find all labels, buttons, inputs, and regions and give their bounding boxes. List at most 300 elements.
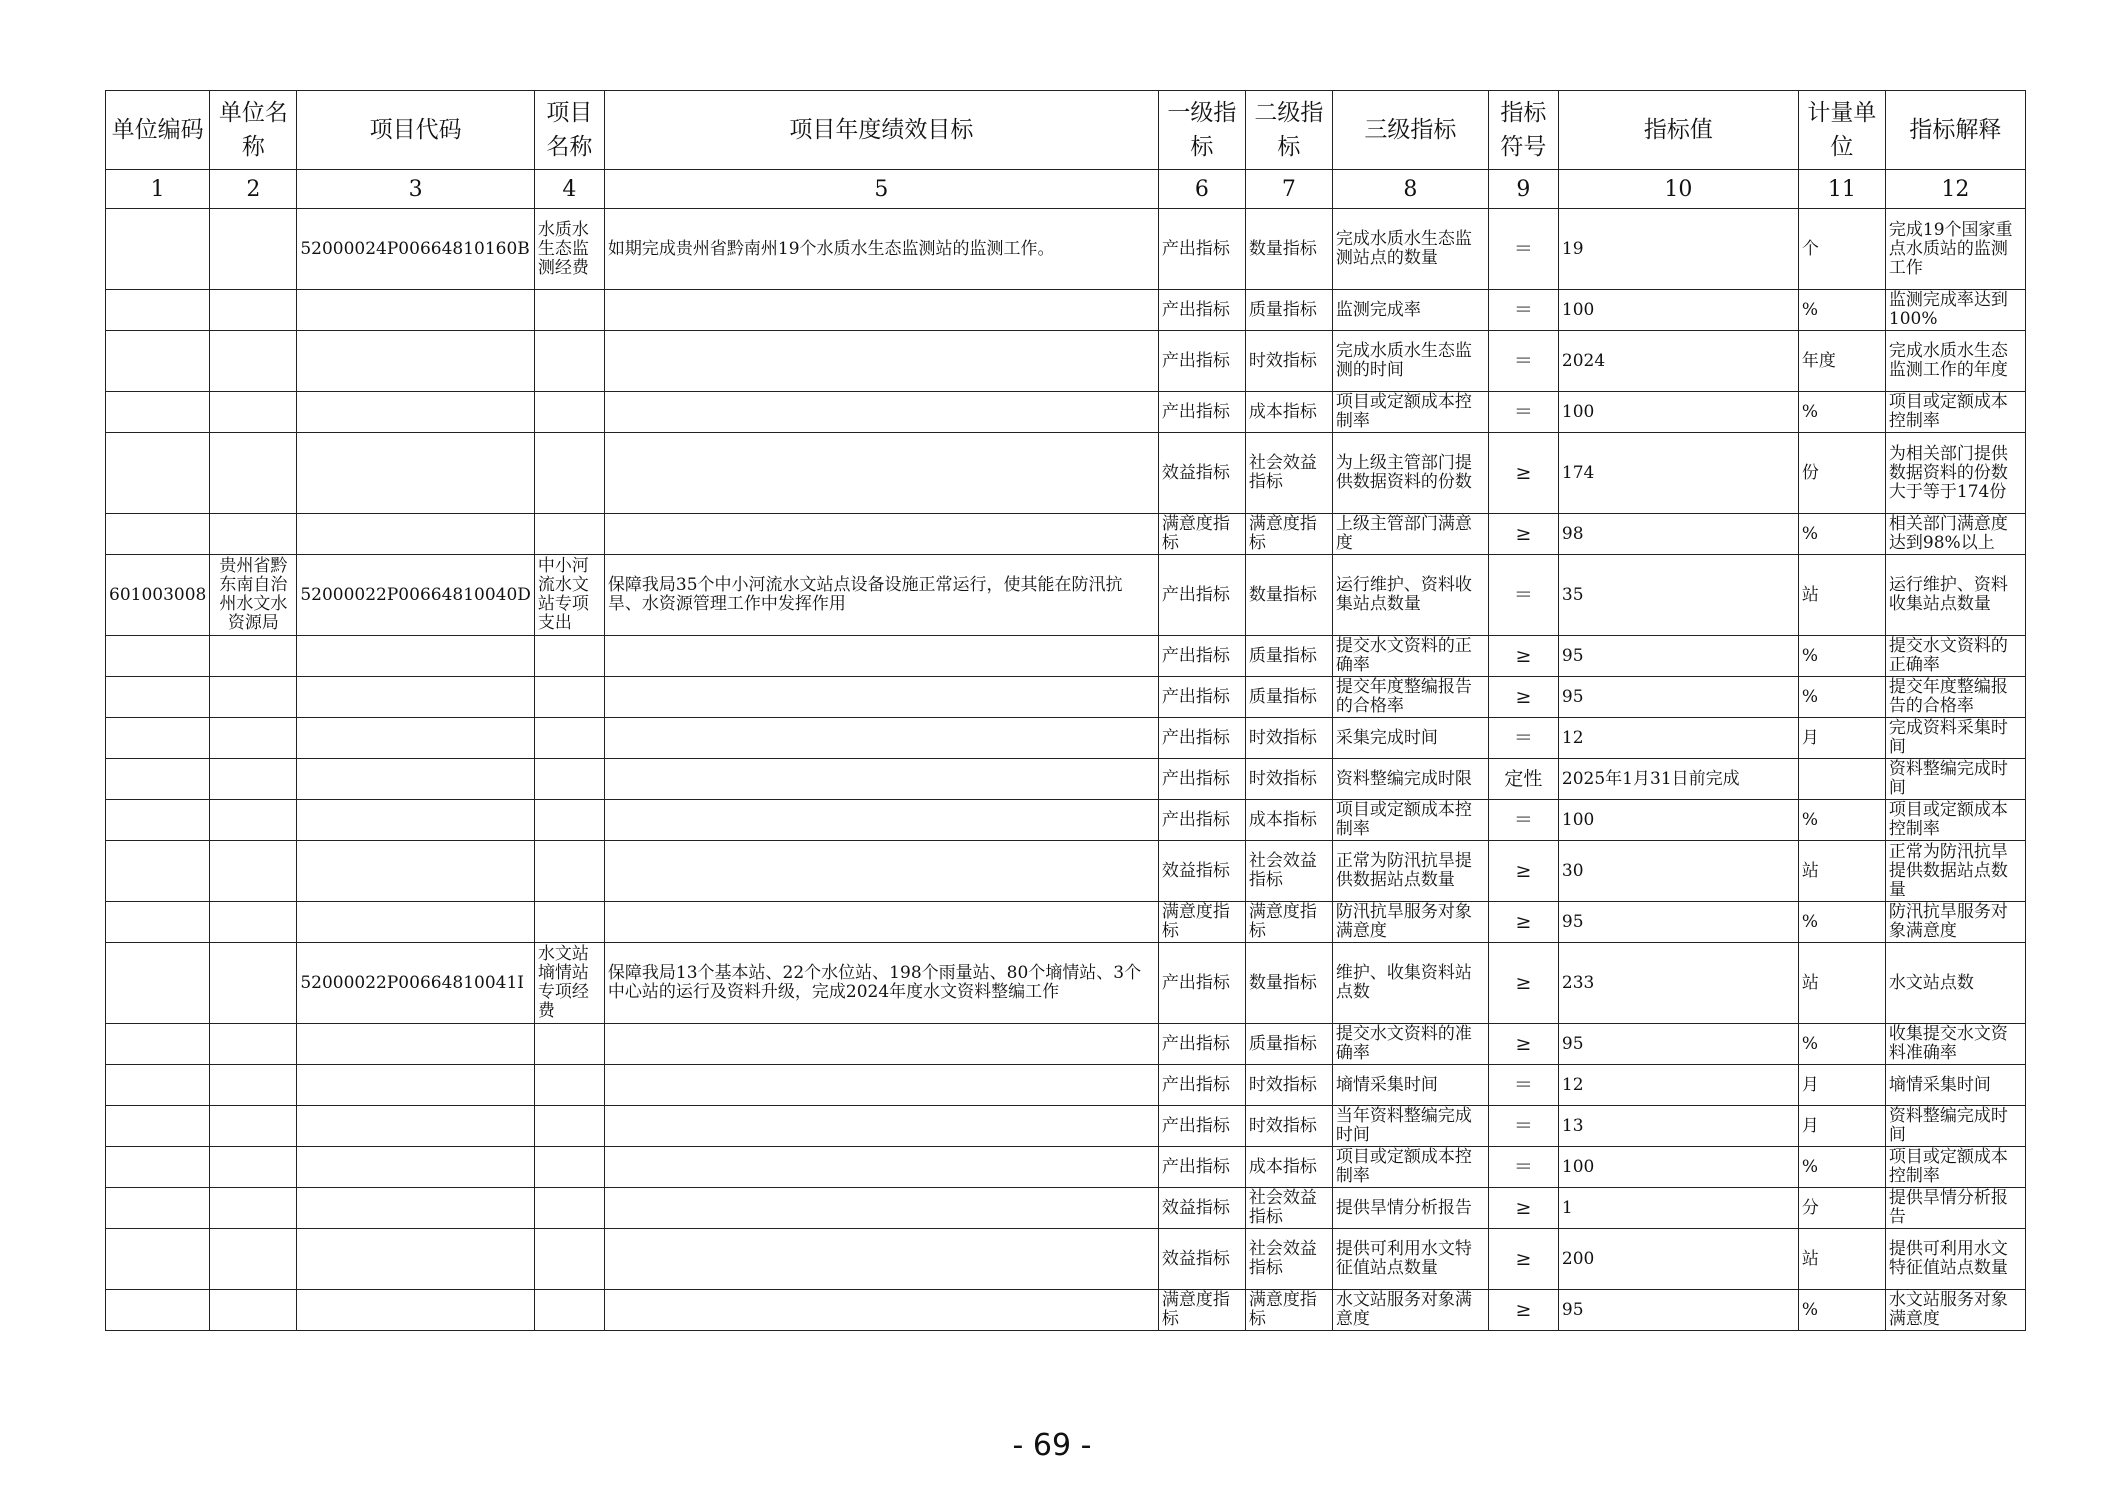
table-row (106, 902, 2026, 943)
cell-level2-indicator: 质量指标 (1245, 1024, 1332, 1065)
cell-unit-code (106, 1229, 210, 1290)
cell-project-code (297, 759, 535, 800)
cell-indicator-symbol: ≥ (1488, 514, 1558, 555)
cell-project-name (534, 1290, 604, 1331)
cell-level2-indicator: 数量指标 (1245, 209, 1332, 290)
cell-level1-indicator: 效益指标 (1158, 433, 1245, 514)
cell-indicator-value: 13 (1558, 1106, 1798, 1147)
cell-unit-of-measure: 月 (1798, 1065, 1885, 1106)
cell-unit-name (210, 800, 297, 841)
cell-indicator-symbol: ＝ (1488, 331, 1558, 392)
cell-indicator-explanation: 完成资料采集时间 (1885, 718, 2025, 759)
cell-unit-of-measure: 月 (1798, 1106, 1885, 1147)
table-row (106, 759, 2026, 800)
cell-level2-indicator: 数量指标 (1245, 943, 1332, 1024)
cell-unit-name (210, 677, 297, 718)
cell-level2-indicator: 数量指标 (1245, 555, 1332, 636)
cell-level3-indicator: 资料整编完成时限 (1332, 759, 1488, 800)
column-number-row (106, 170, 2026, 209)
cell-unit-name (210, 759, 297, 800)
column-number-level2-indicator: 7 (1245, 170, 1332, 209)
cell-annual-goal (604, 1024, 1158, 1065)
cell-level2-indicator: 质量指标 (1245, 677, 1332, 718)
cell-unit-name (210, 1024, 297, 1065)
cell-level3-indicator: 采集完成时间 (1332, 718, 1488, 759)
cell-unit-name (210, 209, 297, 290)
cell-project-name: 水质水生态监测经费 (534, 209, 604, 290)
table-row (106, 1188, 2026, 1229)
cell-project-name (534, 759, 604, 800)
cell-project-code (297, 1106, 535, 1147)
cell-project-code (297, 800, 535, 841)
cell-indicator-symbol: ≥ (1488, 841, 1558, 902)
table-row (106, 209, 2026, 290)
cell-project-name (534, 841, 604, 902)
cell-level2-indicator: 时效指标 (1245, 1065, 1332, 1106)
cell-indicator-symbol: ＝ (1488, 555, 1558, 636)
cell-unit-of-measure: % (1798, 677, 1885, 718)
cell-unit-name (210, 1290, 297, 1331)
cell-level3-indicator: 为上级主管部门提供数据资料的份数 (1332, 433, 1488, 514)
cell-annual-goal (604, 1188, 1158, 1229)
cell-level2-indicator: 满意度指标 (1245, 1290, 1332, 1331)
cell-project-name (534, 1229, 604, 1290)
cell-level1-indicator: 产出指标 (1158, 331, 1245, 392)
cell-annual-goal (604, 392, 1158, 433)
cell-indicator-value: 100 (1558, 800, 1798, 841)
column-number-indicator-explanation: 12 (1885, 170, 2025, 209)
cell-annual-goal (604, 290, 1158, 331)
cell-level3-indicator: 提供旱情分析报告 (1332, 1188, 1488, 1229)
cell-unit-code (106, 331, 210, 392)
cell-unit-code (106, 433, 210, 514)
cell-unit-of-measure: 月 (1798, 718, 1885, 759)
cell-project-code (297, 1188, 535, 1229)
cell-unit-name (210, 392, 297, 433)
cell-level2-indicator: 成本指标 (1245, 800, 1332, 841)
table-row (106, 331, 2026, 392)
cell-unit-of-measure: % (1798, 636, 1885, 677)
cell-annual-goal (604, 636, 1158, 677)
header-indicator-symbol: 指标符号 (1488, 91, 1558, 170)
cell-project-name (534, 1024, 604, 1065)
cell-project-name: 水文站墒情站专项经费 (534, 943, 604, 1024)
cell-project-code (297, 902, 535, 943)
cell-unit-code (106, 209, 210, 290)
cell-indicator-explanation: 完成水质水生态监测工作的年度 (1885, 331, 2025, 392)
cell-level2-indicator: 满意度指标 (1245, 514, 1332, 555)
cell-annual-goal (604, 902, 1158, 943)
cell-unit-code (106, 841, 210, 902)
cell-level1-indicator: 产出指标 (1158, 1147, 1245, 1188)
cell-level1-indicator: 效益指标 (1158, 841, 1245, 902)
cell-level1-indicator: 产出指标 (1158, 290, 1245, 331)
header-level3-indicator: 三级指标 (1332, 91, 1488, 170)
cell-unit-name (210, 433, 297, 514)
cell-unit-code (106, 1024, 210, 1065)
cell-unit-of-measure: % (1798, 290, 1885, 331)
cell-unit-name (210, 902, 297, 943)
cell-indicator-value: 174 (1558, 433, 1798, 514)
cell-indicator-symbol: ＝ (1488, 800, 1558, 841)
cell-level3-indicator: 提交水文资料的正确率 (1332, 636, 1488, 677)
table-row (106, 841, 2026, 902)
cell-project-code (297, 392, 535, 433)
cell-level2-indicator: 满意度指标 (1245, 902, 1332, 943)
column-number-unit-name: 2 (210, 170, 297, 209)
cell-indicator-symbol: ＝ (1488, 1147, 1558, 1188)
cell-level2-indicator: 时效指标 (1245, 759, 1332, 800)
cell-indicator-explanation: 相关部门满意度达到98%以上 (1885, 514, 2025, 555)
cell-unit-of-measure: 分 (1798, 1188, 1885, 1229)
cell-unit-of-measure: 站 (1798, 943, 1885, 1024)
page-number: - 69 - (1012, 1428, 1092, 1463)
cell-project-name: 中小河流水文站专项支出 (534, 555, 604, 636)
cell-unit-name (210, 841, 297, 902)
cell-level2-indicator: 社会效益指标 (1245, 1229, 1332, 1290)
cell-indicator-value: 2025年1月31日前完成 (1558, 759, 1798, 800)
column-number-indicator-symbol: 9 (1488, 170, 1558, 209)
cell-indicator-explanation: 完成19个国家重点水质站的监测工作 (1885, 209, 2025, 290)
cell-unit-code (106, 514, 210, 555)
cell-indicator-symbol: ≥ (1488, 1229, 1558, 1290)
column-number-indicator-value: 10 (1558, 170, 1798, 209)
cell-project-name (534, 392, 604, 433)
cell-indicator-explanation: 水文站服务对象满意度 (1885, 1290, 2025, 1331)
cell-unit-of-measure: % (1798, 1024, 1885, 1065)
table-row (106, 1106, 2026, 1147)
cell-unit-name: 贵州省黔东南自治州水文水资源局 (210, 555, 297, 636)
cell-level3-indicator: 运行维护、资料收集站点数量 (1332, 555, 1488, 636)
cell-project-code (297, 1065, 535, 1106)
cell-indicator-symbol: ＝ (1488, 1106, 1558, 1147)
cell-annual-goal (604, 1147, 1158, 1188)
cell-project-name (534, 290, 604, 331)
cell-indicator-value: 19 (1558, 209, 1798, 290)
table-row (106, 677, 2026, 718)
cell-level3-indicator: 完成水质水生态监测站点的数量 (1332, 209, 1488, 290)
cell-annual-goal (604, 718, 1158, 759)
cell-level3-indicator: 提交年度整编报告的合格率 (1332, 677, 1488, 718)
cell-project-name (534, 1188, 604, 1229)
table-row (106, 1024, 2026, 1065)
cell-unit-code (106, 290, 210, 331)
cell-annual-goal: 如期完成贵州省黔南州19个水质水生态监测站的监测工作。 (604, 209, 1158, 290)
header-unit-name: 单位名称 (210, 91, 297, 170)
cell-unit-of-measure (1798, 759, 1885, 800)
cell-project-code (297, 1147, 535, 1188)
cell-unit-name (210, 1188, 297, 1229)
cell-indicator-symbol: ≥ (1488, 1290, 1558, 1331)
cell-annual-goal: 保障我局35个中小河流水文站点设备设施正常运行，使其能在防汛抗旱、水资源管理工作中发挥作用 (604, 555, 1158, 636)
cell-level1-indicator: 产出指标 (1158, 209, 1245, 290)
cell-level2-indicator: 社会效益指标 (1245, 433, 1332, 514)
cell-level1-indicator: 产出指标 (1158, 677, 1245, 718)
cell-annual-goal (604, 1290, 1158, 1331)
cell-indicator-value: 200 (1558, 1229, 1798, 1290)
cell-unit-code: 601003008 (106, 555, 210, 636)
header-indicator-explanation: 指标解释 (1885, 91, 2025, 170)
table-row (106, 718, 2026, 759)
cell-level2-indicator: 成本指标 (1245, 392, 1332, 433)
cell-level3-indicator: 当年资料整编完成时间 (1332, 1106, 1488, 1147)
cell-unit-of-measure: % (1798, 392, 1885, 433)
cell-project-code (297, 290, 535, 331)
cell-indicator-explanation: 运行维护、资料收集站点数量 (1885, 555, 2025, 636)
cell-level3-indicator: 提供可利用水文特征值站点数量 (1332, 1229, 1488, 1290)
cell-annual-goal (604, 433, 1158, 514)
column-number-project-name: 4 (534, 170, 604, 209)
cell-unit-of-measure: % (1798, 1290, 1885, 1331)
cell-project-name (534, 800, 604, 841)
cell-level2-indicator: 时效指标 (1245, 331, 1332, 392)
cell-indicator-explanation: 项目或定额成本控制率 (1885, 800, 2025, 841)
header-level2-indicator: 二级指标 (1245, 91, 1332, 170)
cell-project-name (534, 1106, 604, 1147)
cell-level3-indicator: 监测完成率 (1332, 290, 1488, 331)
cell-level1-indicator: 产出指标 (1158, 555, 1245, 636)
cell-indicator-explanation: 提交水文资料的正确率 (1885, 636, 2025, 677)
cell-indicator-explanation: 正常为防汛抗旱提供数据站点数量 (1885, 841, 2025, 902)
cell-level3-indicator: 上级主管部门满意度 (1332, 514, 1488, 555)
cell-indicator-explanation: 监测完成率达到100% (1885, 290, 2025, 331)
cell-unit-name (210, 943, 297, 1024)
cell-level3-indicator: 正常为防汛抗旱提供数据站点数量 (1332, 841, 1488, 902)
cell-indicator-symbol: ＝ (1488, 718, 1558, 759)
cell-level1-indicator: 满意度指标 (1158, 514, 1245, 555)
cell-annual-goal: 保障我局13个基本站、22个水位站、198个雨量站、80个墒情站、3个中心站的运行及资料升级，完成2024年度水文资料整编工作 (604, 943, 1158, 1024)
header-row (106, 91, 2026, 170)
cell-annual-goal (604, 514, 1158, 555)
header-indicator-value: 指标值 (1558, 91, 1798, 170)
cell-unit-name (210, 290, 297, 331)
cell-level3-indicator: 项目或定额成本控制率 (1332, 800, 1488, 841)
cell-indicator-explanation: 项目或定额成本控制率 (1885, 392, 2025, 433)
cell-project-code (297, 433, 535, 514)
cell-unit-of-measure: 站 (1798, 841, 1885, 902)
cell-level1-indicator: 产出指标 (1158, 1065, 1245, 1106)
cell-unit-code (106, 1147, 210, 1188)
cell-indicator-symbol: ＝ (1488, 1065, 1558, 1106)
cell-level1-indicator: 效益指标 (1158, 1229, 1245, 1290)
cell-level2-indicator: 时效指标 (1245, 1106, 1332, 1147)
cell-level3-indicator: 防汛抗旱服务对象满意度 (1332, 902, 1488, 943)
cell-unit-of-measure: 站 (1798, 555, 1885, 636)
cell-project-code (297, 718, 535, 759)
cell-unit-code (106, 1188, 210, 1229)
cell-indicator-symbol: ≥ (1488, 1024, 1558, 1065)
cell-level3-indicator: 完成水质水生态监测的时间 (1332, 331, 1488, 392)
cell-annual-goal (604, 1065, 1158, 1106)
cell-indicator-value: 100 (1558, 1147, 1798, 1188)
cell-indicator-value: 2024 (1558, 331, 1798, 392)
cell-unit-name (210, 514, 297, 555)
cell-level1-indicator: 产出指标 (1158, 636, 1245, 677)
cell-indicator-value: 100 (1558, 392, 1798, 433)
cell-indicator-value: 95 (1558, 636, 1798, 677)
column-number-project-code: 3 (297, 170, 535, 209)
table-row (106, 392, 2026, 433)
cell-indicator-symbol: ≥ (1488, 433, 1558, 514)
cell-unit-code (106, 636, 210, 677)
cell-indicator-explanation: 水文站点数 (1885, 943, 2025, 1024)
cell-unit-name (210, 331, 297, 392)
cell-project-code (297, 841, 535, 902)
cell-indicator-explanation: 项目或定额成本控制率 (1885, 1147, 2025, 1188)
cell-project-code: 52000024P00664810160B (297, 209, 535, 290)
cell-level3-indicator: 提交水文资料的准确率 (1332, 1024, 1488, 1065)
cell-project-name (534, 331, 604, 392)
cell-unit-of-measure: % (1798, 514, 1885, 555)
cell-level2-indicator: 社会效益指标 (1245, 1188, 1332, 1229)
table-row (106, 290, 2026, 331)
cell-level1-indicator: 满意度指标 (1158, 902, 1245, 943)
cell-unit-code (106, 1106, 210, 1147)
cell-level1-indicator: 产出指标 (1158, 718, 1245, 759)
cell-indicator-value: 95 (1558, 1290, 1798, 1331)
cell-unit-code (106, 718, 210, 759)
cell-level1-indicator: 满意度指标 (1158, 1290, 1245, 1331)
cell-indicator-symbol: 定性 (1488, 759, 1558, 800)
cell-unit-code (106, 902, 210, 943)
cell-project-name (534, 677, 604, 718)
cell-indicator-symbol: ＝ (1488, 392, 1558, 433)
cell-indicator-explanation: 提供旱情分析报告 (1885, 1188, 2025, 1229)
table-row (106, 1065, 2026, 1106)
cell-annual-goal (604, 800, 1158, 841)
cell-unit-of-measure: 年度 (1798, 331, 1885, 392)
cell-annual-goal (604, 841, 1158, 902)
cell-unit-code (106, 1290, 210, 1331)
table-row (106, 514, 2026, 555)
cell-unit-code (106, 800, 210, 841)
cell-indicator-symbol: ≥ (1488, 902, 1558, 943)
cell-indicator-symbol: ＝ (1488, 209, 1558, 290)
cell-indicator-value: 95 (1558, 902, 1798, 943)
cell-indicator-value: 12 (1558, 718, 1798, 759)
cell-unit-code (106, 759, 210, 800)
cell-project-code (297, 1024, 535, 1065)
cell-unit-code (106, 677, 210, 718)
cell-project-code (297, 636, 535, 677)
cell-project-name (534, 718, 604, 759)
cell-level2-indicator: 时效指标 (1245, 718, 1332, 759)
cell-indicator-value: 233 (1558, 943, 1798, 1024)
cell-annual-goal (604, 677, 1158, 718)
cell-level2-indicator: 质量指标 (1245, 636, 1332, 677)
cell-level1-indicator: 产出指标 (1158, 759, 1245, 800)
cell-unit-name (210, 1147, 297, 1188)
header-annual-goal: 项目年度绩效目标 (604, 91, 1158, 170)
table-row (106, 1290, 2026, 1331)
cell-level3-indicator: 水文站服务对象满意度 (1332, 1290, 1488, 1331)
cell-project-name (534, 1065, 604, 1106)
cell-unit-name (210, 636, 297, 677)
cell-project-code (297, 1229, 535, 1290)
cell-level3-indicator: 维护、收集资料站点数 (1332, 943, 1488, 1024)
header-level1-indicator: 一级指标 (1158, 91, 1245, 170)
cell-project-name (534, 433, 604, 514)
cell-unit-of-measure: % (1798, 902, 1885, 943)
cell-indicator-explanation: 收集提交水文资料准确率 (1885, 1024, 2025, 1065)
cell-unit-name (210, 1106, 297, 1147)
header-project-code: 项目代码 (297, 91, 535, 170)
cell-project-code (297, 331, 535, 392)
cell-indicator-explanation: 防汛抗旱服务对象满意度 (1885, 902, 2025, 943)
cell-unit-code (106, 943, 210, 1024)
cell-project-code: 52000022P00664810041I (297, 943, 535, 1024)
cell-level3-indicator: 项目或定额成本控制率 (1332, 392, 1488, 433)
table-body (106, 209, 2026, 1331)
cell-level1-indicator: 产出指标 (1158, 1106, 1245, 1147)
cell-level2-indicator: 质量指标 (1245, 290, 1332, 331)
column-number-level1-indicator: 6 (1158, 170, 1245, 209)
cell-project-name (534, 514, 604, 555)
cell-unit-of-measure: 个 (1798, 209, 1885, 290)
cell-indicator-value: 95 (1558, 677, 1798, 718)
cell-level1-indicator: 产出指标 (1158, 1024, 1245, 1065)
column-number-unit-code: 1 (106, 170, 210, 209)
table-row (106, 943, 2026, 1024)
cell-level3-indicator: 墒情采集时间 (1332, 1065, 1488, 1106)
cell-indicator-value: 95 (1558, 1024, 1798, 1065)
column-number-unit-of-measure: 11 (1798, 170, 1885, 209)
cell-unit-of-measure: 份 (1798, 433, 1885, 514)
table-row (106, 636, 2026, 677)
cell-annual-goal (604, 1229, 1158, 1290)
table-row (106, 555, 2026, 636)
cell-indicator-explanation: 资料整编完成时间 (1885, 1106, 2025, 1147)
cell-indicator-symbol: ≥ (1488, 1188, 1558, 1229)
cell-indicator-symbol: ≥ (1488, 677, 1558, 718)
cell-project-name (534, 1147, 604, 1188)
cell-level1-indicator: 产出指标 (1158, 943, 1245, 1024)
column-number-level3-indicator: 8 (1332, 170, 1488, 209)
cell-indicator-symbol: ≥ (1488, 636, 1558, 677)
cell-level2-indicator: 社会效益指标 (1245, 841, 1332, 902)
cell-unit-of-measure: % (1798, 1147, 1885, 1188)
header-unit-of-measure: 计量单位 (1798, 91, 1885, 170)
performance-target-table (105, 90, 2026, 1331)
cell-indicator-value: 30 (1558, 841, 1798, 902)
cell-annual-goal (604, 759, 1158, 800)
cell-unit-of-measure: 站 (1798, 1229, 1885, 1290)
cell-annual-goal (604, 1106, 1158, 1147)
cell-unit-code (106, 392, 210, 433)
cell-indicator-symbol: ＝ (1488, 290, 1558, 331)
cell-indicator-explanation: 墒情采集时间 (1885, 1065, 2025, 1106)
cell-indicator-explanation: 提交年度整编报告的合格率 (1885, 677, 2025, 718)
table-row (106, 800, 2026, 841)
cell-project-code (297, 514, 535, 555)
cell-indicator-value: 35 (1558, 555, 1798, 636)
cell-level1-indicator: 产出指标 (1158, 392, 1245, 433)
header-project-name: 项目名称 (534, 91, 604, 170)
cell-indicator-explanation: 提供可利用水文特征值站点数量 (1885, 1229, 2025, 1290)
cell-unit-name (210, 718, 297, 759)
table-row (106, 1147, 2026, 1188)
cell-indicator-value: 1 (1558, 1188, 1798, 1229)
cell-indicator-value: 12 (1558, 1065, 1798, 1106)
cell-unit-name (210, 1065, 297, 1106)
table-row (106, 1229, 2026, 1290)
cell-level1-indicator: 效益指标 (1158, 1188, 1245, 1229)
column-number-annual-goal: 5 (604, 170, 1158, 209)
cell-indicator-explanation: 资料整编完成时间 (1885, 759, 2025, 800)
cell-indicator-value: 100 (1558, 290, 1798, 331)
cell-level1-indicator: 产出指标 (1158, 800, 1245, 841)
cell-annual-goal (604, 331, 1158, 392)
